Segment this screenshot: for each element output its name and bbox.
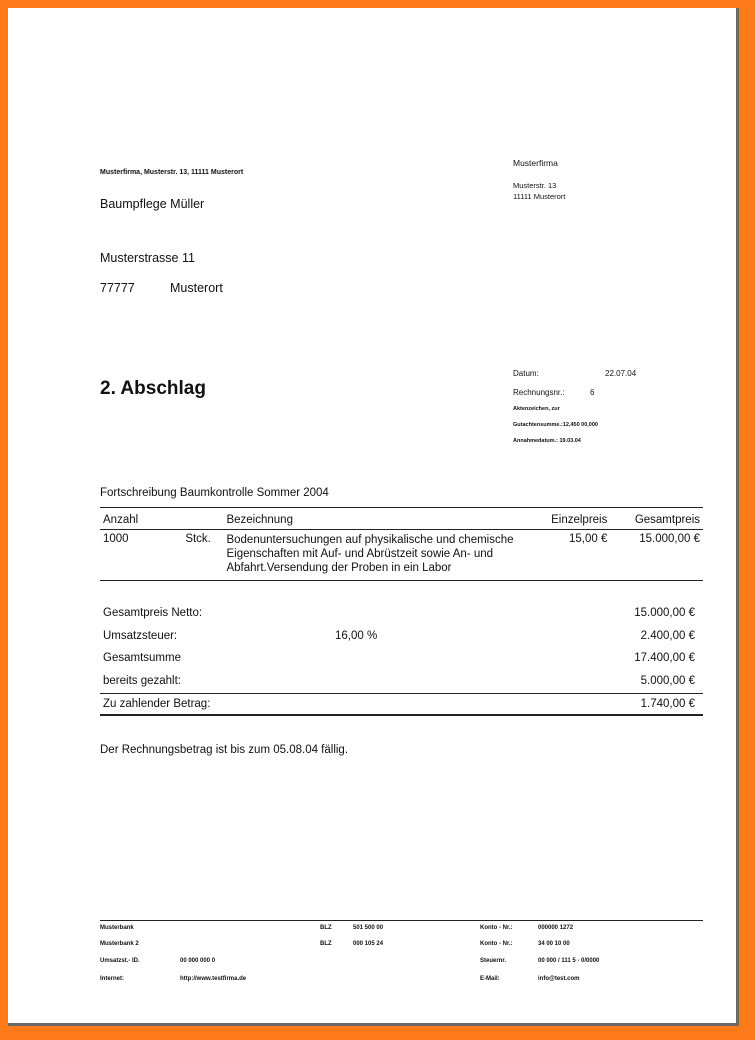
- net-total-value: 15.000,00 €: [634, 607, 695, 619]
- recipient-zip: 77777: [100, 281, 135, 295]
- amount-due-value: 1.740,00 €: [640, 698, 695, 710]
- footer-divider: [100, 920, 703, 921]
- paid-value: 5.000,00 €: [640, 674, 695, 687]
- paid-label: bereits gezahlt:: [103, 674, 181, 687]
- invoice-number-value: 6: [590, 388, 595, 397]
- footer-bank2-blz: 000 105 24: [353, 941, 384, 947]
- company-street: Musterstr. 13: [513, 181, 557, 190]
- company-city: 11111 Musterort: [513, 192, 566, 201]
- tax-rate: 16,00 %: [335, 629, 378, 642]
- footer-bank1-account-label: Konto - Nr.:: [480, 925, 513, 931]
- footer-web-value: http://www.testfirma.de: [180, 976, 247, 982]
- table-row: [100, 530, 703, 581]
- tax-row: [100, 626, 703, 649]
- sender-return-line: Musterfirma, Musterstr. 13, 11111 Musterort: [100, 169, 244, 176]
- invoice-page: [8, 8, 739, 1026]
- tax-label: Umsatzsteuer:: [103, 629, 178, 642]
- order-sum-line: Gutachtensumme.:12,450 00,000: [513, 422, 598, 428]
- footer-vat-value: 00 000 000 0: [180, 958, 216, 964]
- tax-value: 2.400,00 €: [640, 629, 695, 642]
- footer-vat-label: Umsatzst.- ID.: [100, 958, 140, 964]
- row-unit-price: 15,00 €: [522, 530, 610, 581]
- totals-block: [100, 603, 703, 716]
- footer-bank1-account: 000000 1272: [538, 925, 574, 931]
- payment-due-note: Der Rechnungsbetrag ist bis zum 05.08.04 fällig.: [100, 744, 349, 756]
- footer-bank2-account-label: Konto - Nr.:: [480, 941, 513, 947]
- footer-bank1-blz-label: BLZ: [320, 925, 332, 931]
- header-unit: [182, 508, 223, 530]
- reference-line: Aktenzeichen, zur: [513, 406, 560, 412]
- acceptance-date-line: Annahmedatum.: 19.03.04: [513, 438, 581, 444]
- row-qty: 1000: [100, 530, 182, 581]
- gross-total-row: [100, 648, 703, 671]
- footer-bank1-name: Musterbank: [100, 925, 134, 931]
- header-unit-price: Einzelpreis: [522, 508, 610, 530]
- row-description: Bodenuntersuchungen auf physikalische und chemische Eigenschaften mit Auf- und Abrüstzeit sowie An- und Abfahrt.Versendung der Proben in ein Labor: [223, 530, 521, 581]
- amount-due-row: [100, 693, 703, 716]
- header-description: Bezeichnung: [223, 508, 521, 530]
- recipient-city: Musterort: [170, 281, 223, 295]
- company-name: Musterfirma: [513, 158, 558, 168]
- row-unit: Stck.: [182, 530, 223, 581]
- footer-mail-value: info@test.com: [538, 976, 580, 982]
- header-total-price: Gesamtpreis: [610, 508, 703, 530]
- footer-bank2-blz-label: BLZ: [320, 941, 332, 947]
- document-title: 2. Abschlag: [100, 378, 206, 399]
- header-qty: Anzahl: [100, 508, 182, 530]
- table-header-row: [100, 508, 703, 530]
- date-value: 22.07.04: [605, 369, 637, 378]
- recipient-name: Baumpflege Müller: [100, 197, 205, 211]
- footer-bank2-name: Musterbank 2: [100, 941, 139, 947]
- paid-row: [100, 671, 703, 694]
- gross-total-value: 17.400,00 €: [634, 652, 695, 664]
- invoice-number-label: Rechnungsnr.:: [513, 388, 565, 397]
- invoice-intro: Fortschreibung Baumkontrolle Sommer 2004: [100, 487, 329, 499]
- footer-bank1-blz: 501 500 00: [353, 925, 384, 931]
- footer-web-label: Internet:: [100, 976, 124, 982]
- company-address: [513, 180, 565, 202]
- recipient-street: Musterstrasse 11: [100, 251, 195, 265]
- line-items-table: [100, 507, 703, 581]
- footer-tax-label: Steuernr.: [480, 958, 507, 964]
- net-total-label: Gesamtpreis Netto:: [103, 607, 203, 619]
- footer-bank2-account: 34 00 10 00: [538, 941, 570, 947]
- footer-mail-label: E-Mail:: [480, 976, 500, 982]
- row-total-price: 15.000,00 €: [610, 530, 703, 581]
- net-total-row: [100, 603, 703, 626]
- date-label: Datum:: [513, 369, 539, 378]
- amount-due-label: Zu zahlender Betrag:: [103, 698, 211, 710]
- footer-tax-value: 00 000 / 111 5 - 0/0000: [538, 958, 600, 964]
- gross-total-label: Gesamtsumme: [103, 652, 181, 664]
